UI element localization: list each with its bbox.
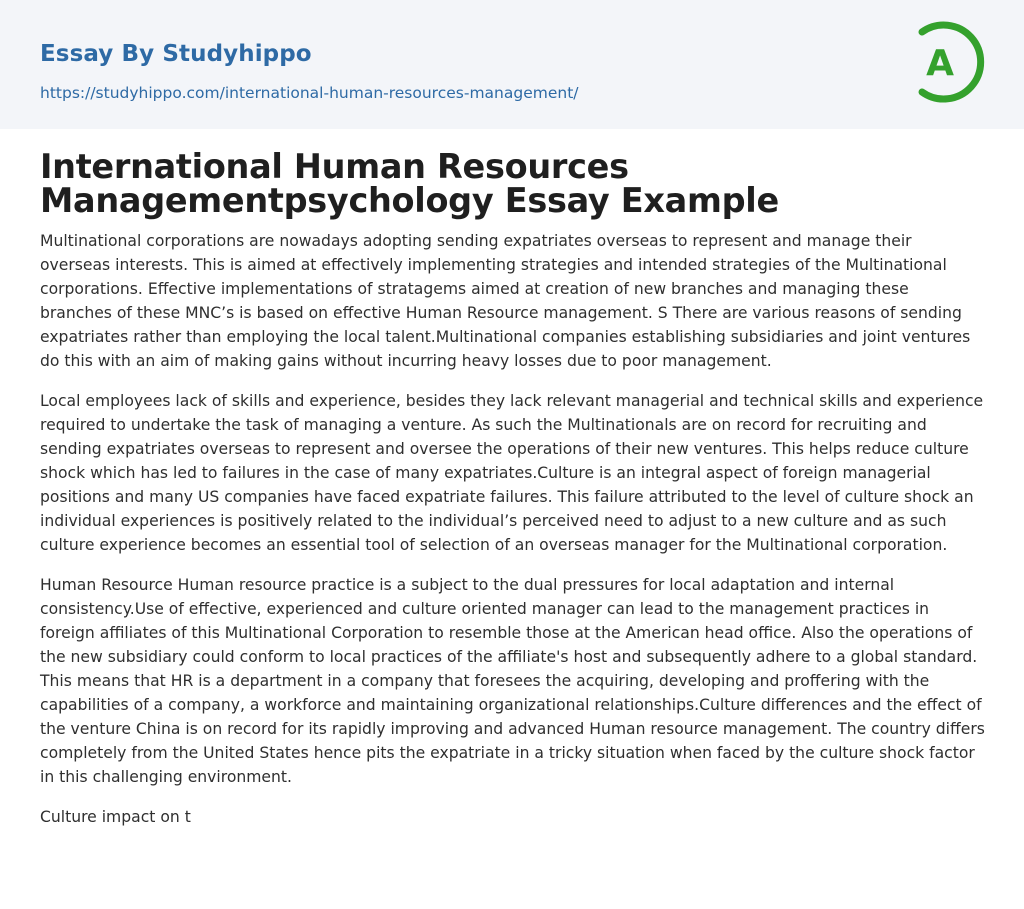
logo-letter: A [926, 43, 954, 84]
paragraph: Human Resource Human resource practice is a subject to the dual pressures for local adaptation and internal consistency.Use of effective, experienced and culture oriented manager can lead to the management practices in foreign affiliates of this Multinational Corporation to resemble those at the American head office. Also the operations of the new subsidiary could conform to local practices of the affiliate's host and subsequently adhere to a global standard. This means that HR is a department in a company that foresees the acquiring, developing and proffering with the capabilities of a company, a workforce and maintaining organizational relationships.Culture differences and the effect of the venture China is on record for its rapidly improving and advanced Human resource management. The country differs completely from the United States hence pits the expatriate in a tricky situation when faced by the culture shock factor in this challenging environment. [40, 576, 985, 786]
site-header [0, 0, 1024, 129]
paragraph: Local employees lack of skills and experience, besides they lack relevant managerial and technical skills and experience required to undertake the task of managing a venture. As such the Multinationals are on record for recruiting and sending expatriates overseas to represent and oversee the operations of their new ventures. This helps reduce culture shock which has led to failures in the case of many expatriates.Culture is an integral aspect of foreign managerial positions and many US companies have faced expatriate failures. This failure attributed to the level of culture shock an individual experiences is positively related to the individual’s perceived need to adjust to a new culture and as such culture experience becomes an essential tool of selection of an overseas manager for the Multinational corporation. [40, 392, 984, 554]
page-title: International Human Resources Managementpsychology Essay Example [40, 147, 779, 220]
paragraph: Multinational corporations are nowadays adopting sending expatriates overseas to represent and manage their overseas interests. This is aimed at effectively implementing strategies and intended strategies of the Multinational corporations. Effective implementations of stratagems aimed at creation of new branches and managing these branches of these MNC’s is based on effective Human Resource management. S There are various reasons of sending expatriates rather than employing the local talent.Multinational companies establishing subsidiaries and joint ventures do this with an aim of making gains without incurring heavy losses due to poor management. [40, 232, 971, 370]
page-url-link[interactable]: https://studyhippo.com/international-human-resources-management/ [40, 84, 579, 102]
brand-title[interactable]: Essay By Studyhippo [40, 41, 312, 67]
paragraph-truncated: Culture impact on t [40, 808, 191, 826]
article-body [40, 229, 985, 845]
circle-a-logo-icon[interactable] [910, 18, 988, 106]
